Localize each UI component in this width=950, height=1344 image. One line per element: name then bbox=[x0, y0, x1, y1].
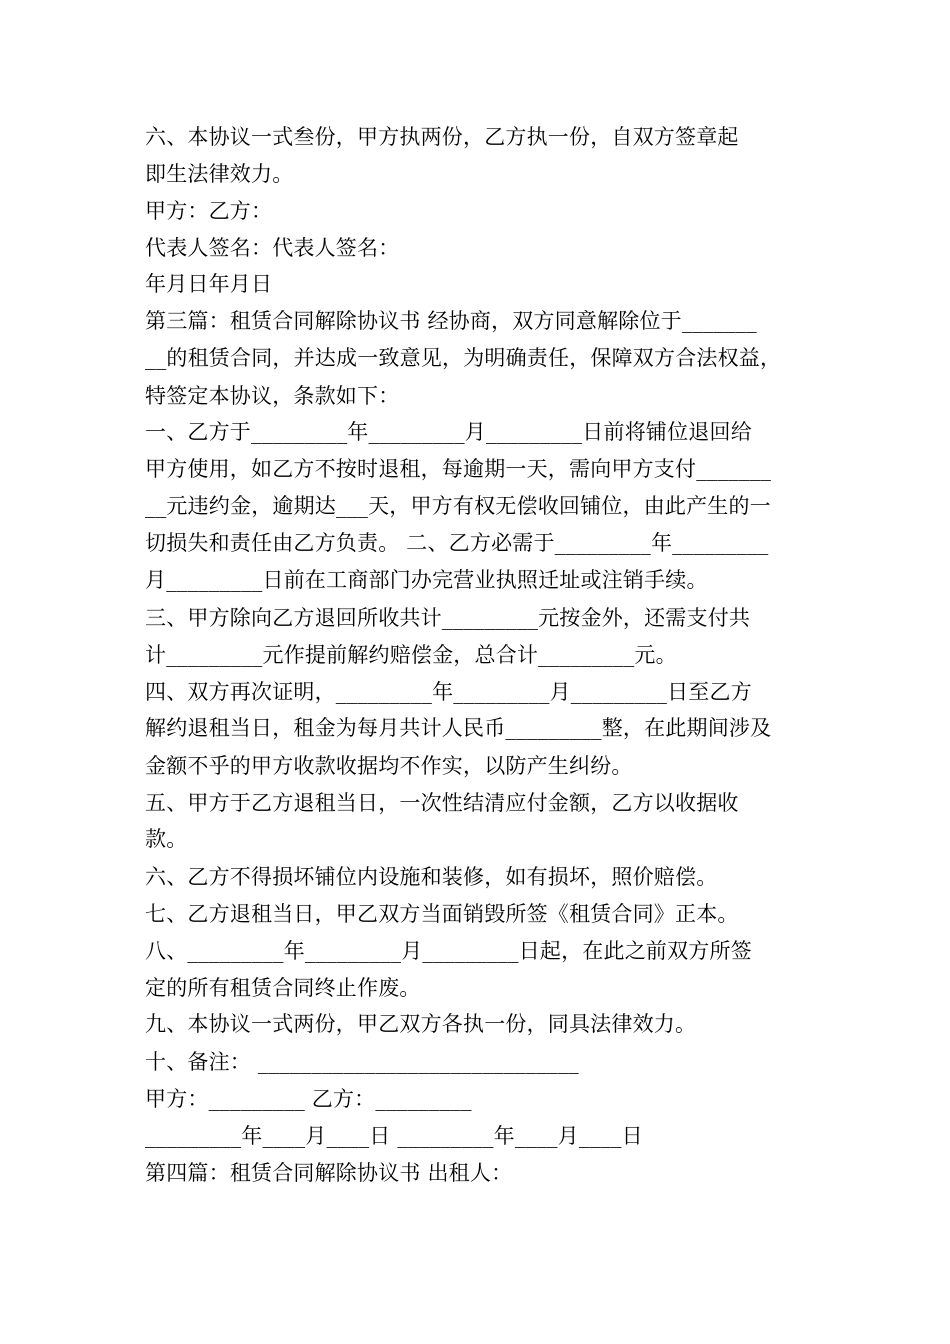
text-line: 金额不乎的甲方收款收据均不作实，以防产生纠纷。 bbox=[145, 754, 633, 778]
section-heading-line: 第三篇：租赁合同解除协议书 经协商，双方同意解除位于_______ bbox=[145, 309, 757, 333]
text-line: 切损失和责任由乙方负责。 二、乙方必需于_________年_________ bbox=[145, 531, 769, 555]
text-line: 计_________元作提前解约赔偿金，总合计_________元。 bbox=[145, 643, 677, 667]
section-heading-line: 第四篇：租赁合同解除协议书 出租人： bbox=[145, 1161, 513, 1185]
text-line: 四、双方再次证明，_________年_________月_________日至乙方 bbox=[145, 680, 752, 704]
text-line: 解约退租当日，租金为每月共计人民币_________整，在此期间涉及 bbox=[145, 716, 772, 740]
text-line: __的租赁合同，并达成一致意见，为明确责任，保障双方合法权益， bbox=[145, 346, 782, 370]
text-line: 即生法律效力。 bbox=[145, 162, 294, 186]
text-line: 代表人签名：代表人签名： bbox=[145, 236, 400, 260]
text-line: 甲方：乙方： bbox=[145, 199, 273, 223]
text-line: 年月日年月日 bbox=[145, 272, 273, 296]
text-line: 七、乙方退租当日，甲乙双方当面销毁所签《租赁合同》正本。 bbox=[145, 902, 739, 926]
text-line: 十、备注： ______________________________ bbox=[145, 1050, 579, 1074]
text-line: 六、乙方不得损坏铺位内设施和装修，如有损坏，照价赔偿。 bbox=[145, 865, 718, 889]
text-line: 款。 bbox=[145, 827, 188, 851]
text-line: 六、本协议一式叁份，甲方执两份，乙方执一份，自双方签章起 bbox=[145, 125, 739, 149]
text-line: 三、甲方除向乙方退回所收共计_________元按金外，还需支付共 bbox=[145, 606, 751, 630]
text-line: 八、_________年_________月_________日起，在此之前双方所签 bbox=[145, 939, 752, 963]
text-line: 九、本协议一式两份，甲乙双方各执一份，同具法律效力。 bbox=[145, 1012, 697, 1036]
text-line: 一、乙方于_________年_________月_________日前将铺位退回给 bbox=[145, 420, 752, 444]
text-line: __元违约金，逾期达___天，甲方有权无偿收回铺位，由此产生的一 bbox=[145, 494, 771, 518]
text-line: 甲方：_________ 乙方：_________ bbox=[145, 1087, 472, 1111]
text-line: 五、甲方于乙方退租当日，一次性结清应付金额，乙方以收据收 bbox=[145, 791, 739, 815]
text-line: 定的所有租赁合同终止作废。 bbox=[145, 976, 421, 1000]
text-line: 甲方使用，如乙方不按时退租，每逾期一天，需向甲方支付_______ bbox=[145, 457, 772, 481]
text-line: 特签定本协议，条款如下： bbox=[145, 384, 400, 408]
text-line: _________年____月____日 _________年____月____日 bbox=[145, 1124, 643, 1148]
text-line: 月_________日前在工商部门办完营业执照迁址或注销手续。 bbox=[145, 568, 708, 592]
